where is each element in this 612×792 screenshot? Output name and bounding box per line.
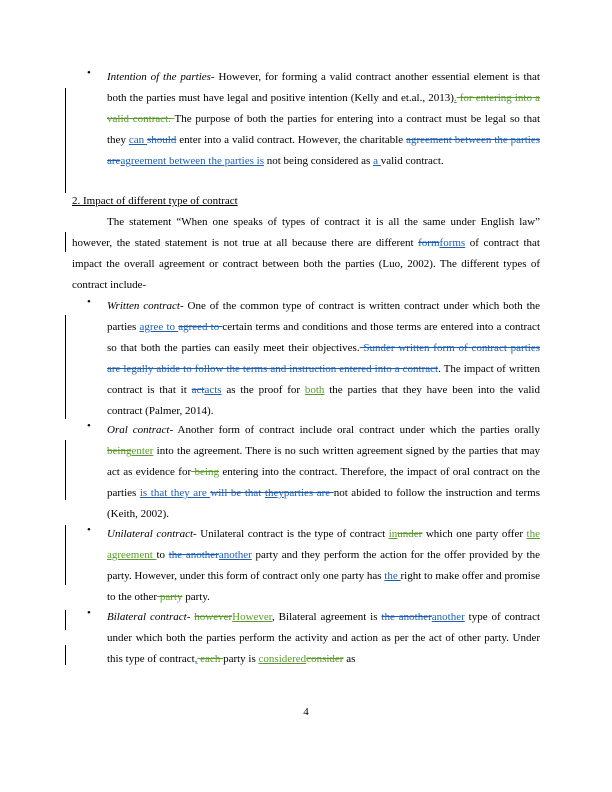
change-bar — [65, 440, 66, 500]
bullet-bilateral-contract: Bilateral contract- howeverHowever, Bilateral agreement is the anotheranother type of contract under which both the parties perform the activity and action as per the act of other party. Under this type of contract, each party is consideredconsider as — [107, 611, 541, 665]
section-heading: 2. Impact of different type of contract — [72, 195, 238, 207]
bullet-intention-of-parties: Intention of the parties- However, for forming a valid contract another essential element is that both the parties must have legal and positive intention (Kelly and et.al., 2013). for entering into a valid contract. The purpose of both the parties for entering into a contract must be legal so that they can should enter into a valid contract. However, the charitable agreement between the parties areagreement between the parties is not being considered as a valid contract. — [107, 71, 541, 167]
change-bar — [65, 232, 66, 252]
bullet-written-contract: Written contract- One of the common type of contract is written contract under which both the parties agree to agreed to certain terms and conditions and those terms are entered into a contract so that both the parties can easily meet their objectives. Sunder written form of contract parties are legally abide to follow the terms and instruction entered into a contract. The impact of written contract is that it actacts as the proof for both the parties that they have been into the valid contract (Palmer, 2014). — [107, 300, 541, 417]
bullet-dot: • — [87, 67, 91, 79]
bullet-unilateral-contract: Unilateral contract- Unilateral contract is the type of contract inunder which one party offer the agreement to the anotheranother party and they perform the action for the offer provided by the party. However, under this form of contract only one party has the right to make offer and promise to the other party party. — [107, 528, 540, 603]
bullet-dot: • — [87, 524, 91, 536]
change-bar — [65, 315, 66, 419]
change-bar — [65, 525, 66, 585]
bullet-dot: • — [87, 420, 91, 432]
change-bar — [65, 610, 66, 630]
change-bar — [65, 645, 66, 665]
bullet-dot: • — [87, 296, 91, 308]
bullet-dot: • — [87, 607, 91, 619]
page-number: 4 — [303, 706, 309, 718]
change-bar — [65, 88, 66, 193]
bullet-oral-contract: Oral contract- Another form of contract include oral contract under which the parties orally beingenter into the agreement. There is no such written agreement signed by the parties that may act as evidence for being entering into the contract. Therefore, the impact of oral contract on the parties is that they are will be that theyparties are not abided to follow the instruction and terms (Keith, 2002). — [107, 424, 540, 520]
intro-paragraph: The statement “When one speaks of types of contract it is all the same under English law” however, the stated statement is not true at all because there are different formforms of contract that impact the overall agreement or contract between both the parties (Luo, 2002). The different types of contract include- — [72, 216, 540, 291]
